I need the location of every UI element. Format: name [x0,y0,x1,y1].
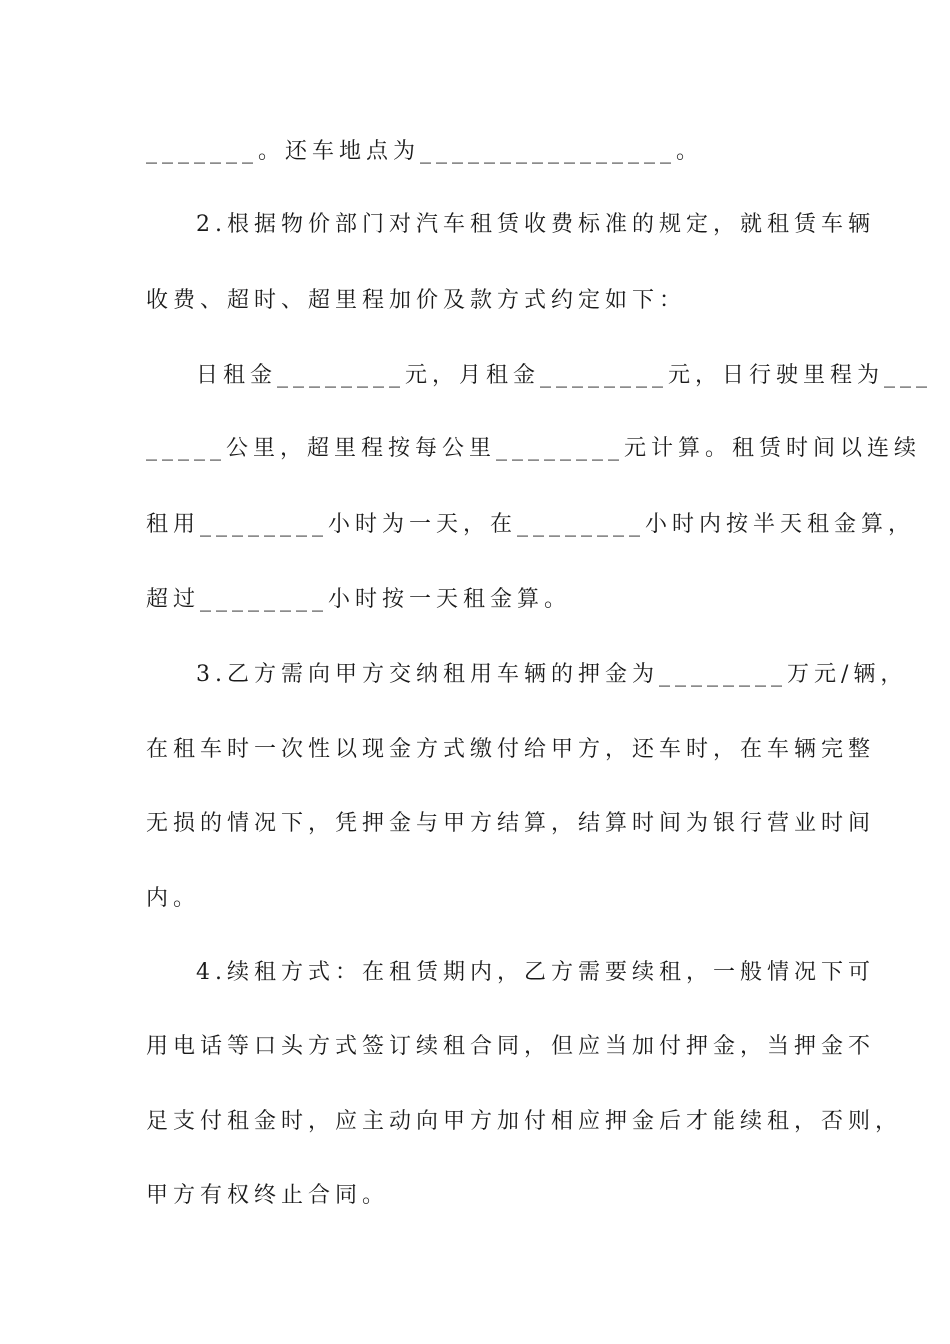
clause-4-line-3: 足支付租金时，应主动向甲方加付相应押金后才能续租，否则， [146,1109,903,1134]
clause-2-line-2: 收费、超时、超里程加价及款方式约定如下： [146,288,687,313]
clause-3-line-1: 3.乙方需向甲方交纳租用车辆的押金为________万元/辆， [196,662,908,687]
clause-3-line-3: 无损的情况下，凭押金与甲方结算，结算时间为银行营业时间 [146,811,876,836]
clause-3-line-2: 在租车时一次性以现金方式缴付给甲方，还车时，在车辆完整 [146,737,876,762]
clause-4-line-2: 用电话等口头方式签订续租合同，但应当加付押金，当押金不 [146,1034,876,1059]
clause-2-line-1: 2.根据物价部门对汽车租赁收费标准的规定，就租赁车辆 [196,212,875,237]
clause-4-line-4: 甲方有权终止合同。 [146,1183,390,1208]
text-line-1: _______。还车地点为________________。 [146,139,704,164]
clause-4-line-1: 4.续租方式：在租赁期内，乙方需要续租，一般情况下可 [196,960,875,985]
clause-3-line-4: 内。 [146,886,201,911]
rent-terms-line-4: 超过________小时按一天租金算。 [146,587,572,612]
rent-terms-line-2: _____公里，超里程按每公里________元计算。租赁时间以连续 [146,436,922,461]
rent-terms-line-1: 日租金________元，月租金________元，日行驶里程为___ [196,363,933,388]
rent-terms-line-3: 租用________小时为一天，在________小时内按半天租金算， [146,512,916,537]
